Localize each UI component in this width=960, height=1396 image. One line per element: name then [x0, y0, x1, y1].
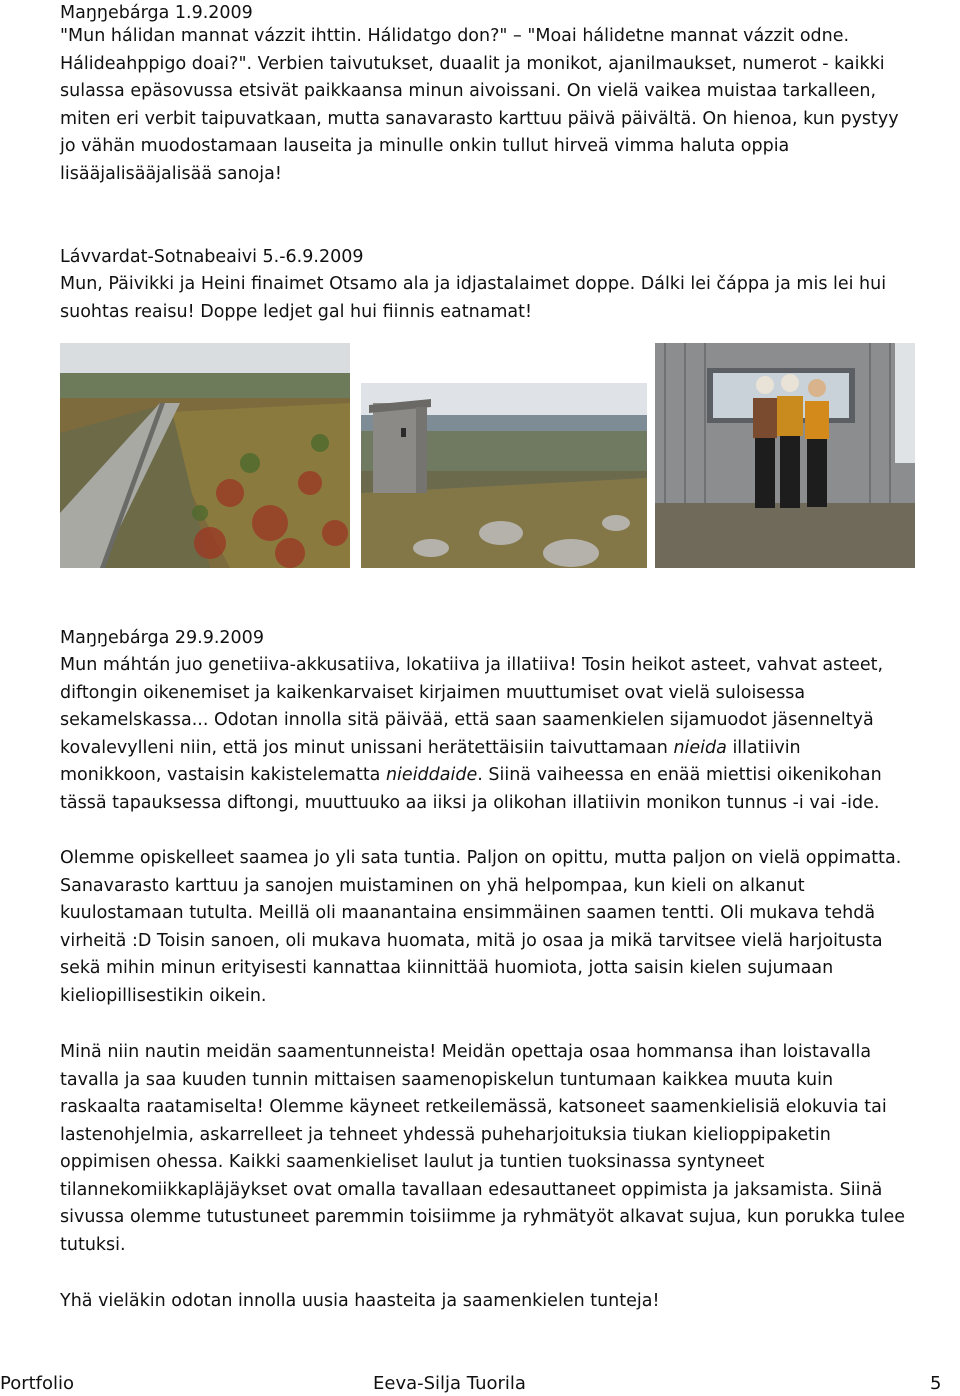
text-line: tilannekomiikkapläjäykset ovat omalla tavallaan edesauttaneet oppimista ja jaksamista. Siinä [60, 1179, 883, 1200]
photo-boardwalk [60, 343, 350, 568]
text-line: Hálideahppigo doai?". Verbien taivutukset, duaalit ja monikot, ajanilmaukset, numerot - kaikki [60, 53, 885, 74]
text-line: sulassa epäsovussa etsivät paikkaansa minun aivoissani. On vielä vaikea muistaa tarkalleen, [60, 81, 877, 101]
photo-three-friends-cabin [655, 343, 915, 568]
text-line: miten eri verbit taipuvatkaan, mutta sanavarasto karttuu päivä päivältä. On hienoa, kun pystyy [60, 108, 899, 129]
entry-date-heading: Maŋŋebárga 1.9.2009 [60, 3, 253, 23]
text-line: jo vähän muodostamaan lauseita ja minulle onkin tullut hirveä vimma haluta oppia [60, 136, 790, 156]
entry-paragraph [60, 845, 955, 1010]
entry-paragraph [60, 1039, 955, 1259]
text-line: virheitä :D Toisin sanoen, oli mukava huomata, mitä jo osaa ja mikä tarvitsee vielä harjoitusta [60, 930, 883, 951]
text-line: suohtas reaisu! Doppe ledjet gal hui fiinnis eatnamat! [60, 301, 533, 322]
emphasized-word: nieida [673, 737, 727, 758]
text-line: sivussa olemme tutustuneet paremmin toisiimme ja ryhmätyöt alkavat sujua, kun porukka tulee [60, 1207, 906, 1227]
entry-paragraph [60, 23, 955, 188]
text-line: lisääjalisääjalisää sanoja! [60, 163, 282, 184]
text-line [60, 762, 955, 790]
text-line: sekamelskassa... Odotan innolla sitä päivää, että saan saamenkielen sijamuodot jäsenneltyä [60, 710, 874, 730]
text-line: diftongin oikenemiset ja kaikenkarvaiset kirjaimen muuttumiset ovat vielä suloisessa [60, 682, 806, 703]
text-line: tässä tapauksessa diftongi, muuttuuko aa iiksi ja olikohan illatiivin monikon tunnus -i vai -ide. [60, 792, 880, 813]
text-line: lastenohjelmia, askarrelleet ja tehneet yhdessä puheharjoituksia tiukan kielioppipaketin [60, 1124, 831, 1145]
text-line: oppimisen ohessa. Kaikki saamenkieliset laulut ja tuntien tuoksinassa syntyneet [60, 1152, 765, 1172]
text-line: kieliopillisestikin oikein. [60, 985, 267, 1006]
entry-paragraph [60, 271, 955, 326]
text-segment: illatiivin [726, 737, 801, 758]
text-segment: . Siinä vaiheessa en enää miettisi oikenikohan [477, 765, 882, 785]
text-segment: monikkoon, vastaisin kakistelematta [60, 765, 386, 785]
text-line: tutuksi. [60, 1234, 126, 1255]
text-line: Minä niin nautin meidän saamentunneista! Meidän opettaja osaa hommansa ihan loistavalla [60, 1042, 872, 1062]
text-line: tavalla ja saa kuuden tunnin mittaisen saamenopiskelun tuntumaan kaikkea muuta kuin [60, 1069, 834, 1090]
entry-paragraph [60, 652, 955, 817]
footer-author: Eeva-Silja Tuorila [373, 1373, 526, 1394]
entry-date-heading: Lávvardat-Sotnabeaivi 5.-6.9.2009 [60, 247, 364, 267]
footer-left: Portfolio [0, 1373, 75, 1394]
text-segment: kovalevylleni niin, että jos minut unissani herätettäisiin taivuttamaan [60, 737, 674, 758]
entry-date-heading: Maŋŋebárga 29.9.2009 [60, 628, 264, 648]
text-line: raskaalta raatamiselta! Olemme käyneet retkeilemässä, katsoneet saamenkielisiä elokuvia tai [60, 1097, 887, 1117]
emphasized-word: nieiddaide [385, 765, 478, 785]
text-line [60, 735, 955, 763]
text-line: Sanavarasto karttuu ja sanojen muistaminen on yhä helpompaa, kun kieli on alkanut [60, 875, 805, 896]
footer-page-number: 5 [930, 1373, 942, 1394]
text-line: "Mun hálidan mannat vázzit ihttin. Hálidatgo don?" – "Moai hálidetne mannat vázzit odne. [60, 26, 850, 46]
text-line: Mun máhtán juo genetiiva-akkusatiiva, lokatiiva ja illatiiva! Tosin heikot asteet, vahvat asteet, [60, 655, 884, 675]
text-line: sekä mihin minun erityisesti kannattaa kiinnittää huomiota, jotta saisin kielen sujumaan [60, 958, 834, 978]
closing-line: Yhä vieläkin odotan innolla uusia haasteita ja saamenkielen tunteja! [60, 1291, 660, 1311]
text-line: kuulostamaan tutulta. Meillä oli maanantaina ensimmäinen saamen tentti. Oli mukava tehdä [60, 903, 876, 923]
text-line: Olemme opiskelleet saamea jo yli sata tuntia. Paljon on opittu, mutta paljon on vielä oppimatta. [60, 848, 902, 868]
text-line: Mun, Päivikki ja Heini finaimet Otsamo ala ja idjastalaimet doppe. Dálki lei čáppa ja mis lei hui [60, 274, 887, 294]
photo-outhouse-fell [361, 383, 647, 568]
